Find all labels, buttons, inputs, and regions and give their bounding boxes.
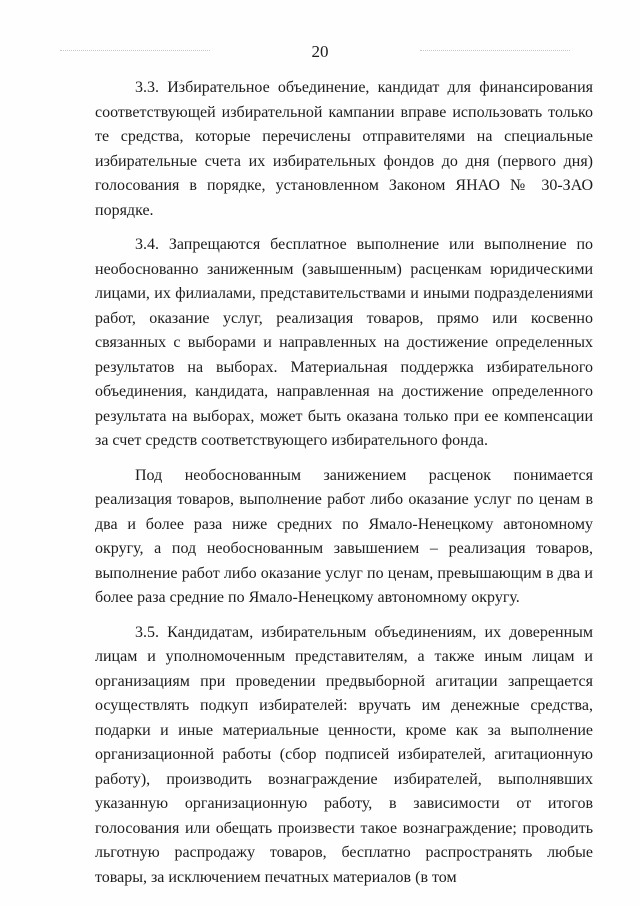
paragraph-3-4: 3.4. Запрещаются бесплатное выполнение или выполнение по необоснованно заниженным (завышенным) расценкам юридическими лицами, их филиалами, представительствами и иными подразделениями работ, оказание услуг, реализация товаров, прямо или косвенно связанных с выборами и направленных на достижение определенных результатов на выборах. Материальная поддержка избирательного объединения, кандидата, направленная на достижение определенного результата на выборах, может быть оказана только при ее компенсации за счет средств соответствующего избирательного фонда. [95, 236, 593, 449]
paragraph-3-3: 3.3. Избирательное объединение, кандидат для финансирования соответствующей избирательной кампании вправе использовать только те средства, которые перечислены отправителями на специальные избирательные счета их избирательных фондов до дня (первого дня) голосования в порядке, установленном Законом ЯНАО № 30-ЗАО порядке. [95, 79, 593, 219]
paragraph-price-definition: Под необоснованным занижением расценок понимается реализация товаров, выполнение работ либо оказание услуг по ценам в два и более раза ниже средних по Ямало-Ненецкому автономному округу, а под необоснованным завышением – реализация товаров, выполнение работ либо оказание услуг по ценам, превышающим в два и более раза средние по Ямало-Ненецкому автономному округу. [95, 466, 593, 606]
paragraph-3-5: 3.5. Кандидатам, избирательным объединениям, их доверенным лицам и уполномоченным представителям, а также иным лицам и организациям при проведении предвыборной агитации запрещается осуществлять подкуп избирателей: вручать им денежные средства, подарки и иные материальные ценности, кроме как за выполнение организационной работы (сбор подписей избирателей, агитационную работу), производить вознаграждение избирателей, выполнявших указанную организационную работу, в зависимости от итогов голосования или обещать произвести такое вознаграждение; проводить льготную распродажу товаров, бесплатно распространять любые товары, за исключением печатных материалов (в том [95, 623, 593, 886]
document-body [95, 76, 593, 890]
page-number: 20 [311, 42, 329, 61]
